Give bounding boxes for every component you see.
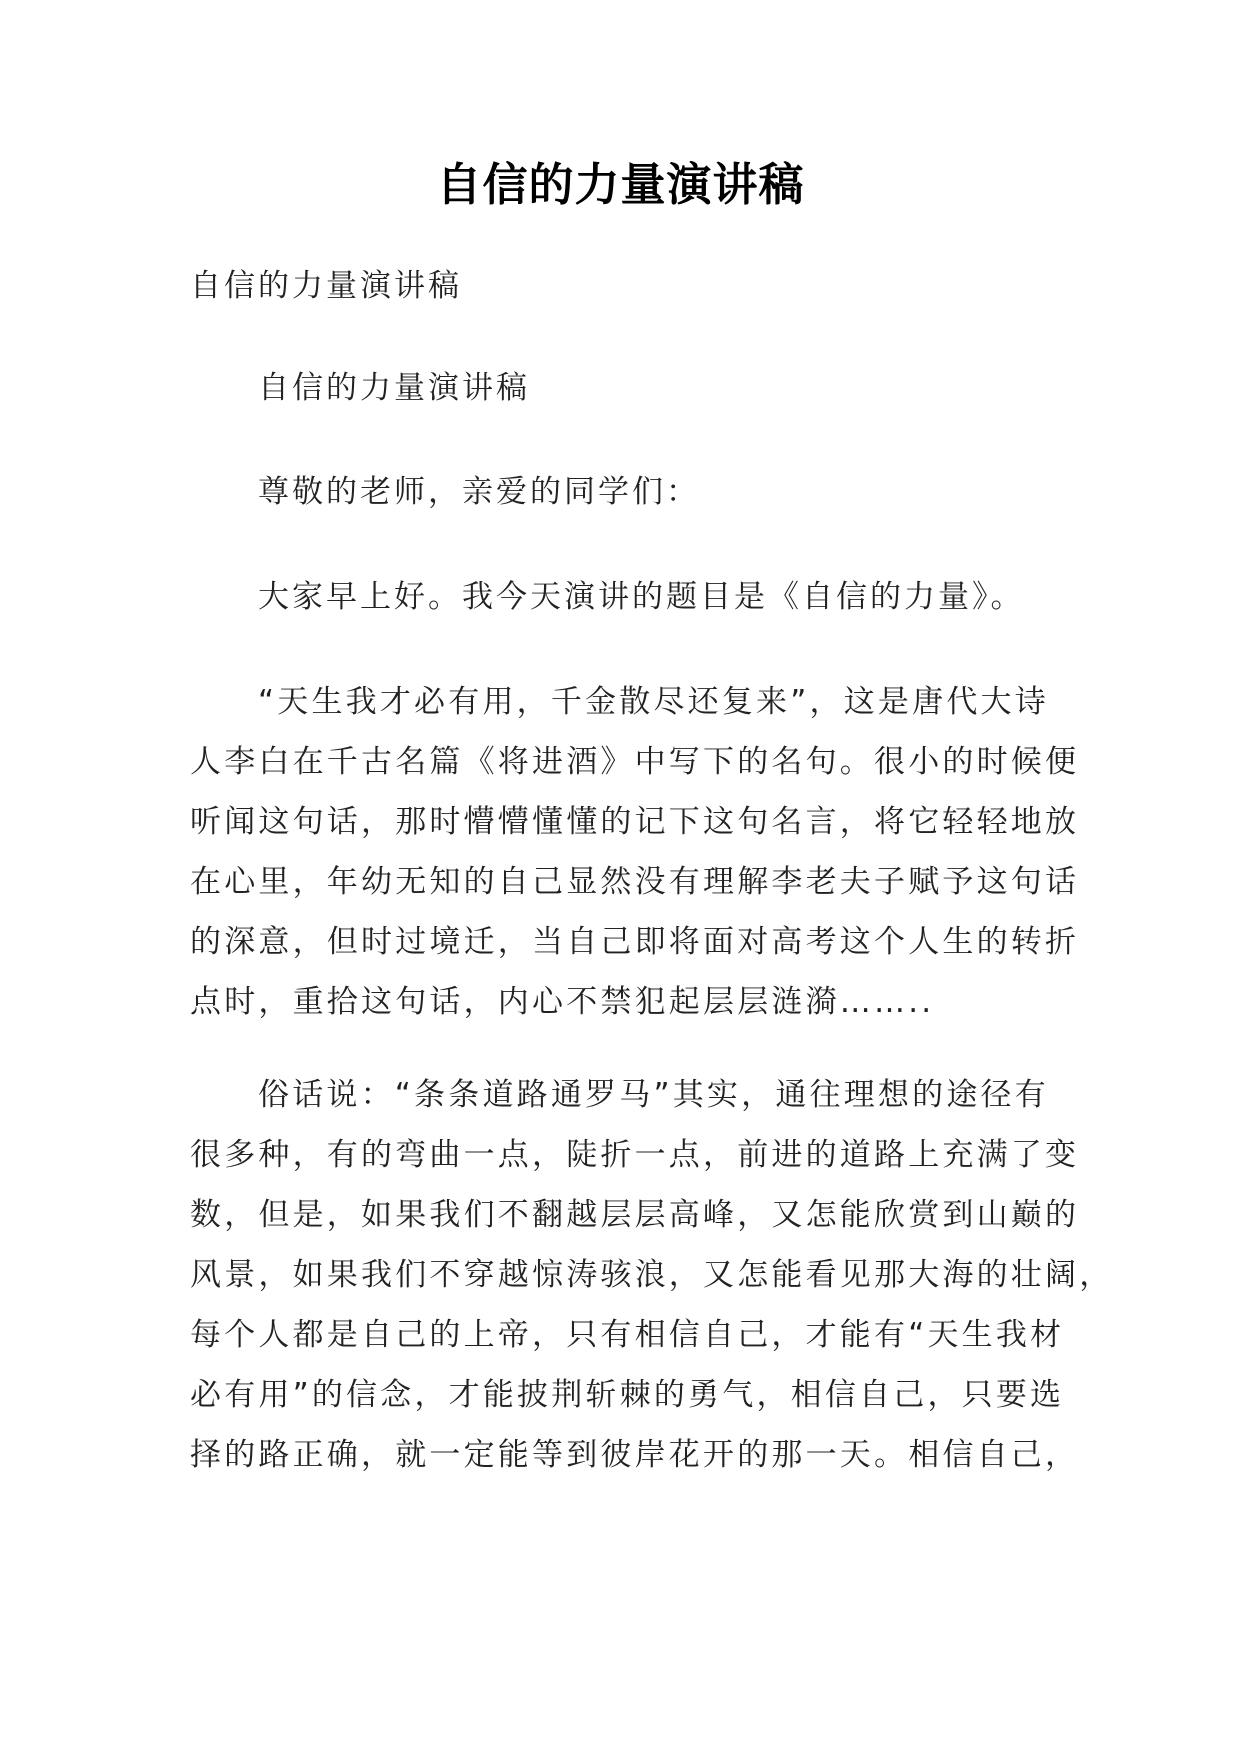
heading-indented: 自信的力量演讲稿 — [258, 370, 530, 406]
paragraph-2-line: 每个人都是自己的上帝，只有相信自己，才能有“天生我材 — [190, 1317, 1065, 1353]
paragraph-2-line: 必有用”的信念，才能披荆斩棘的勇气，相信自己，只要选 — [190, 1377, 1065, 1413]
paragraph-1-line: 的深意，但时过境迁，当自己即将面对高考这个人生的转折 — [190, 924, 1080, 960]
paragraph-2 — [190, 1065, 1114, 1485]
paragraph-2-line: 风景，如果我们不穿越惊涛骇浪，又怎能看见那大海的壮阔， — [190, 1257, 1114, 1293]
heading-plain: 自信的力量演讲稿 — [190, 268, 462, 304]
paragraph-1-line: 听闻这句话，那时懵懵懂懂的记下这句名言，将它轻轻地放 — [190, 804, 1080, 840]
paragraph-2-line: 择的路正确，就一定能等到彼岸花开的那一天。相信自己， — [190, 1437, 1080, 1473]
paragraph-1-line: 人李白在千古名篇《将进酒》中写下的名句。很小的时候便 — [190, 744, 1080, 780]
paragraph-2-line: 很多种，有的弯曲一点，陡折一点，前进的道路上充满了变 — [190, 1137, 1080, 1173]
paragraph-1-line: 在心里，年幼无知的自己显然没有理解李老夫子赋予这句话 — [190, 864, 1080, 900]
paragraph-1 — [190, 672, 1080, 1032]
salutation: 尊敬的老师，亲爱的同学们： — [258, 474, 700, 510]
paragraph-2-line: 数，但是，如果我们不翻越层层高峰，又怎能欣赏到山巅的 — [190, 1197, 1080, 1233]
greeting: 大家早上好。我今天演讲的题目是《自信的力量》。 — [258, 579, 1025, 615]
paragraph-1-line: “天生我才必有用，千金散尽还复来”，这是唐代大诗 — [258, 684, 1049, 720]
paragraph-2-line: 俗话说：“条条道路通罗马”其实，通往理想的途径有 — [258, 1077, 1049, 1113]
document-title: 自信的力量演讲稿 — [436, 158, 805, 211]
paragraph-1-line: 点时，重拾这句话，内心不禁犯起层层涟漪…….. — [190, 984, 935, 1020]
